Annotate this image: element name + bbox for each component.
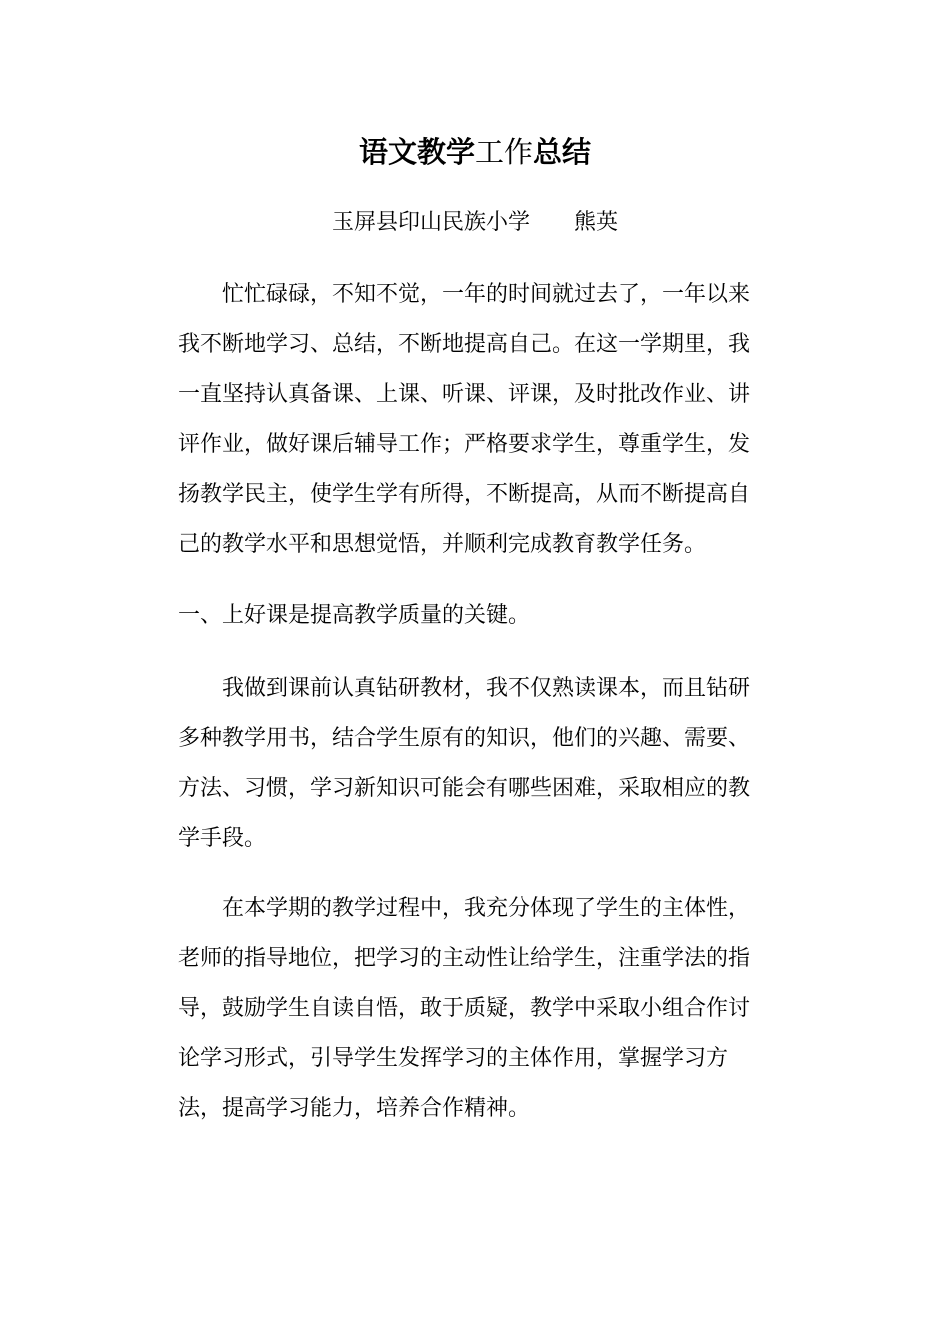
document-byline	[0, 206, 950, 240]
paragraph-line: 老师的指导地位，把学习的主动性让给学生，注重学法的指	[178, 946, 751, 971]
heading-line: 一、上好课是提高教学质量的关键。	[178, 603, 531, 628]
paragraph-line: 论学习形式，引导学生发挥学习的主体作用，掌握学习方	[178, 1046, 729, 1071]
paragraph-line: 忙忙碌碌，不知不觉，一年的时间就过去了，一年以来	[222, 282, 751, 307]
paragraph-intro	[178, 270, 762, 570]
paragraph-line: 我不断地学习、总结，不断地提高自己。在这一学期里，我	[178, 332, 751, 357]
paragraph-line: 我做到课前认真钻研教材，我不仅熟读课本，而且钻研	[222, 676, 751, 701]
paragraph-line: 己的教学水平和思想觉悟，并顺利完成教育教学任务。	[178, 532, 707, 557]
paragraph-preparation	[178, 664, 762, 864]
paragraph-teaching-process	[178, 884, 762, 1134]
paragraph-line: 导，鼓励学生自读自悟，敢于质疑，教学中采取小组合作讨	[178, 996, 751, 1021]
title-part-3: 总结	[533, 135, 592, 169]
paragraph-line: 方法、习惯，学习新知识可能会有哪些困难，采取相应的教	[178, 776, 751, 801]
author-name: 熊英	[574, 210, 619, 235]
school-name: 玉屏县印山民族小学	[331, 210, 530, 235]
section-heading	[178, 591, 762, 641]
paragraph-line: 一直坚持认真备课、上课、听课、评课，及时批改作业、讲	[178, 382, 751, 407]
paragraph-line: 在本学期的教学过程中，我充分体现了学生的主体性，	[222, 896, 751, 921]
paragraph-line: 多种教学用书，结合学生原有的知识，他们的兴趣、需要、	[178, 726, 751, 751]
paragraph-line: 扬教学民主，使学生学有所得，不断提高，从而不断提高自	[178, 482, 751, 507]
title-part-2: 工作	[474, 135, 533, 169]
title-part-1: 语文教学	[358, 135, 475, 169]
paragraph-line: 学手段。	[178, 826, 267, 851]
paragraph-line: 法，提高学习能力，培养合作精神。	[178, 1096, 531, 1121]
document-title	[0, 132, 950, 172]
paragraph-line: 评作业，做好课后辅导工作；严格要求学生，尊重学生，发	[178, 432, 751, 457]
